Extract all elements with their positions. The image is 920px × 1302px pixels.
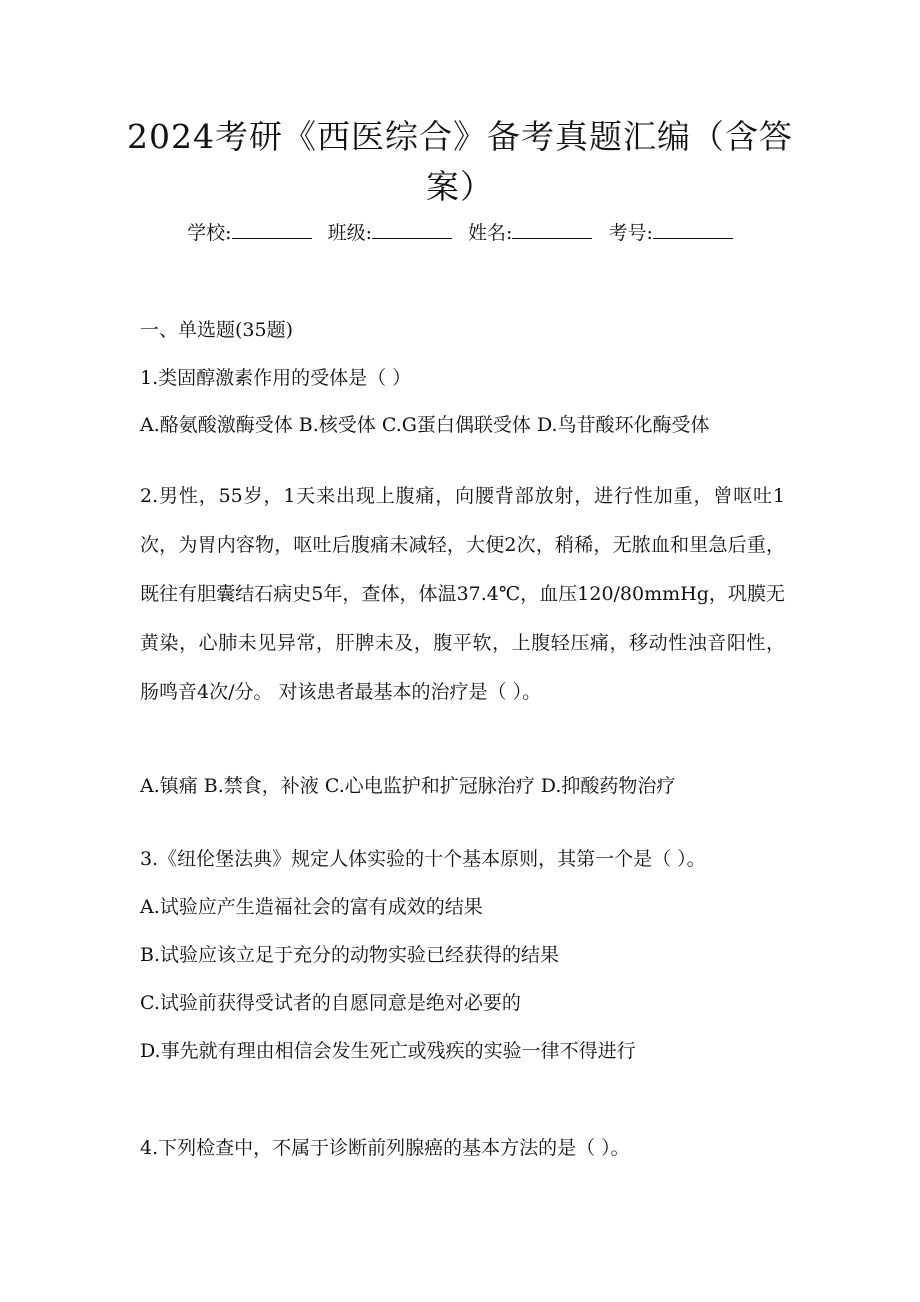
question-4-stem: 4.下列检查中，不属于诊断前列腺癌的基本方法的是（ ）。 bbox=[140, 1137, 630, 1159]
class-label: 班级: bbox=[327, 222, 372, 244]
question-2-options: A.镇痛 B.禁食，补液 C.心电监护和扩冠脉治疗 D.抑酸药物治疗 bbox=[140, 775, 676, 797]
class-blank bbox=[372, 220, 452, 239]
section-heading: 一、单选题(35题) bbox=[140, 319, 294, 341]
school-blank bbox=[232, 220, 312, 239]
number-field bbox=[608, 222, 732, 244]
question-3-option-d: D.事先就有理由相信会发生死亡或残疾的实验一律不得进行 bbox=[140, 1040, 636, 1062]
question-3-option-a: A.试验应产生造福社会的富有成效的结果 bbox=[140, 896, 483, 918]
question-3-stem: 3.《纽伦堡法典》规定人体实验的十个基本原则，其第一个是（ ）。 bbox=[140, 848, 706, 870]
school-label: 学校: bbox=[187, 222, 232, 244]
question-3-option-c: C.试验前获得受试者的自愿同意是绝对必要的 bbox=[140, 992, 521, 1014]
document-title: 2024考研《西医综合》备考真题汇编（含答案） bbox=[127, 117, 793, 206]
school-field bbox=[187, 222, 311, 244]
name-label: 姓名: bbox=[468, 222, 513, 244]
student-info-line bbox=[140, 218, 780, 248]
question-1-stem: 1.类固醇激素作用的受体是（ ） bbox=[140, 367, 412, 389]
question-1-options: A.酪氨酸激酶受体 B.核受体 C.G蛋白偶联受体 D.鸟苷酸环化酶受体 bbox=[140, 414, 710, 436]
name-blank bbox=[512, 220, 592, 239]
name-field bbox=[468, 222, 592, 244]
class-field bbox=[328, 222, 452, 244]
question-3-option-b: B.试验应该立足于充分的动物实验已经获得的结果 bbox=[140, 944, 560, 966]
number-label: 考号: bbox=[608, 222, 653, 244]
question-2-stem: 2.男性，55岁，1天来出现上腹痛，向腰背部放射，进行性加重，曾呕吐1次，为胃内容物，呕吐后腹痛未减轻，大便2次，稍稀，无脓血和里急后重，既往有胆囊结石病史5年，查体，体温37.4℃，血压120/80mmHg，巩膜无黄染，心肺未见异常，肝脾未及，腹平软，上腹轻压痛，移动性浊音阳性，肠鸣音4次/分。 对该患者最基本的治疗是（ ）。 bbox=[140, 485, 785, 703]
number-blank bbox=[653, 220, 733, 239]
